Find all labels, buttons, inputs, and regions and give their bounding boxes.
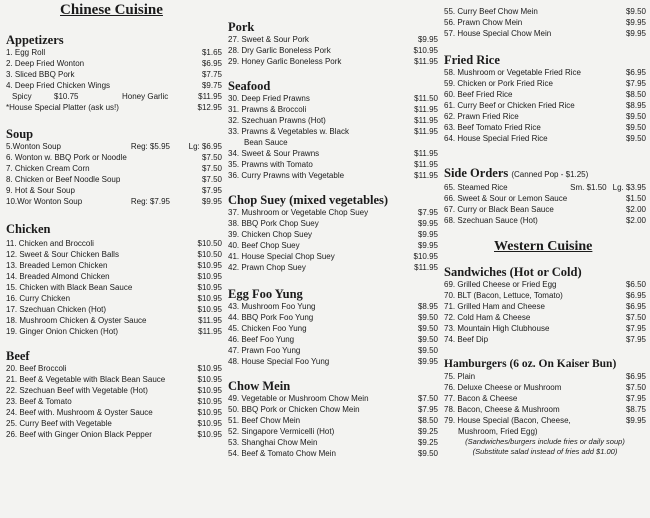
menu-column-3	[444, 0, 646, 457]
menu-item: 30. Deep Fried Prawns $11.50	[228, 94, 438, 103]
menu-item: 23. Beef & Tomato $10.95	[6, 397, 222, 406]
menu-item: 33. Prawns & Vegetables w. Black $11.95	[228, 127, 438, 136]
side-orders-title: Side Orders	[444, 166, 509, 180]
menu-item: 44. BBQ Pork Foo Yung $9.50	[228, 313, 438, 322]
menu-item: 53. Shanghai Chow Mein $9.25	[228, 438, 438, 447]
menu-item: 1. Egg Roll $1.65	[6, 48, 222, 57]
fried-rice-list	[444, 67, 646, 144]
appetizers-heading: Appetizers	[6, 33, 64, 47]
menu-item: 71. Grilled Ham and Cheese $6.95	[444, 302, 646, 311]
beef-list	[6, 363, 222, 440]
sandwiches-heading: Sandwiches (Hot or Cold)	[444, 265, 582, 279]
menu-item: 39. Chicken Chop Suey $9.95	[228, 230, 438, 239]
menu-item: 9. Hot & Sour Soup $7.95	[6, 186, 222, 195]
menu-item: 22. Szechuan Beef with Vegetable (Hot) $10.95	[6, 386, 222, 395]
menu-item: 72. Cold Ham & Cheese $7.50	[444, 313, 646, 322]
side-orders-list	[444, 182, 646, 226]
menu-item: 62. Prawn Fried Rice $9.50	[444, 112, 646, 121]
appetizers-list	[6, 47, 222, 113]
hamburgers-list	[444, 371, 646, 437]
chow-mein-continued-list	[444, 6, 646, 39]
menu-item: 24. Beef with. Mushroom & Oyster Sauce $10.95	[6, 408, 222, 417]
menu-item: 46. Beef Foo Yung $9.50	[228, 335, 438, 344]
menu-item: 57. House Special Chow Mein $9.95	[444, 29, 646, 38]
menu-item: 65. Steamed Rice Sm. $1.50 Lg. $3.95	[444, 183, 646, 192]
side-orders-subtitle: (Canned Pop - $1.25)	[511, 170, 589, 179]
menu-item: 4. Deep Fried Chicken Wings $9.75	[6, 81, 222, 90]
menu-item: 16. Curry Chicken $10.95	[6, 294, 222, 303]
menu-item: 10.Wor Wonton Soup Reg: $7.95 $9.95	[6, 197, 222, 206]
menu-item: 31. Prawns & Broccoli $11.95	[228, 105, 438, 114]
egg-foo-yung-heading: Egg Foo Yung	[228, 287, 303, 301]
menu-item-continued: Bean Sauce	[244, 138, 288, 147]
menu-item: 61. Curry Beef or Chicken Fried Rice $8.95	[444, 101, 646, 110]
menu-item: 51. Beef Chow Mein $8.50	[228, 416, 438, 425]
menu-item: 48. House Special Foo Yung $9.95	[228, 357, 438, 366]
menu-item: 35. Prawns with Tomato $11.95	[228, 160, 438, 169]
menu-item: 26. Beef with Ginger Onion Black Pepper $10.95	[6, 430, 222, 439]
menu-item: 55. Curry Beef Chow Mein $9.50	[444, 7, 646, 16]
menu-item: 64. House Special Fried Rice $9.50	[444, 134, 646, 143]
menu-item: 14. Breaded Almond Chicken $10.95	[6, 272, 222, 281]
menu-item: 42. Prawn Chop Suey $11.95	[228, 263, 438, 272]
menu-item: 56. Prawn Chow Mein $9.95	[444, 18, 646, 27]
menu-item: 78. Bacon, Cheese & Mushroom $8.75	[444, 405, 646, 414]
sandwiches-list	[444, 279, 646, 345]
menu-item: 50. BBQ Pork or Chicken Chow Mein $7.95	[228, 405, 438, 414]
menu-item: 28. Dry Garlic Boneless Pork $10.95	[228, 46, 438, 55]
western-cuisine-title: Western Cuisine	[494, 239, 593, 254]
menu-item: 45. Chicken Foo Yung $9.50	[228, 324, 438, 333]
menu-item: 17. Szechuan Chicken (Hot) $10.95	[6, 305, 222, 314]
menu-item: 34. Sweet & Sour Prawns $11.95	[228, 149, 438, 158]
menu-item: 37. Mushroom or Vegetable Chop Suey $7.95	[228, 208, 438, 217]
menu-item: 63. Beef Tomato Fried Rice $9.50	[444, 123, 646, 132]
menu-item: 5.Wonton Soup Reg: $5.95 Lg: $6.95	[6, 142, 222, 151]
menu-item: 21. Beef & Vegetable with Black Bean Sauce $10.95	[6, 375, 222, 384]
burger-note-fries: (Sandwiches/burgers include fries or daily soup)	[465, 437, 625, 446]
menu-item: 74. Beef Dip $7.95	[444, 335, 646, 344]
chicken-heading: Chicken	[6, 222, 51, 236]
chop-suey-heading: Chop Suey (mixed vegetables)	[228, 193, 389, 207]
menu-item: 67. Curry or Black Bean Sauce $2.00	[444, 205, 646, 214]
menu-item: 32. Szechuan Prawns (Hot) $11.95	[228, 116, 438, 125]
menu-item: 60. Beef Fried Rice $8.50	[444, 90, 646, 99]
menu-item: 43. Mushroom Foo Yung $8.95	[228, 302, 438, 311]
menu-item: 25. Curry Beef with Vegetable $10.95	[6, 419, 222, 428]
menu-item-wing-options: Spicy $10.75 Honey Garlic $11.95	[12, 92, 222, 101]
menu-item: 29. Honey Garlic Boneless Pork $11.95	[228, 57, 438, 66]
menu-item: 70. BLT (Bacon, Lettuce, Tomato) $6.95	[444, 291, 646, 300]
hamburgers-heading: Hamburgers (6 oz. On Kaiser Bun)	[444, 358, 617, 370]
menu-item: 19. Ginger Onion Chicken (Hot) $11.95	[6, 327, 222, 336]
beef-heading: Beef	[6, 349, 30, 363]
seafood-list	[228, 93, 438, 181]
chinese-cuisine-title: Chinese Cuisine	[60, 2, 163, 18]
menu-item: 73. Mountain High Clubhouse $7.95	[444, 324, 646, 333]
menu-item: 66. Sweet & Sour or Lemon Sauce $1.50	[444, 194, 646, 203]
menu-item: 11. Chicken and Broccoli $10.50	[6, 239, 222, 248]
menu-item: 68. Szechuan Sauce (Hot) $2.00	[444, 216, 646, 225]
menu-item: 54. Beef & Tomato Chow Mein $9.50	[228, 449, 438, 458]
burger-note-salad: (Substitute salad instead of fries add $1.00)	[472, 447, 618, 456]
menu-item: *House Special Platter (ask us!) $12.95	[6, 103, 222, 112]
menu-item: 79. House Special (Bacon, Cheese, $9.95	[444, 416, 646, 425]
menu-item: 8. Chicken or Beef Noodle Soup $7.50	[6, 175, 222, 184]
menu-item: 41. House Special Chop Suey $10.95	[228, 252, 438, 261]
side-orders-heading	[444, 166, 646, 182]
soup-heading: Soup	[6, 127, 34, 141]
soup-list	[6, 141, 222, 207]
pork-heading: Pork	[228, 20, 255, 34]
menu-item: 7. Chicken Cream Corn $7.50	[6, 164, 222, 173]
seafood-heading: Seafood	[228, 79, 271, 93]
menu-item: 38. BBQ Pork Chop Suey $9.95	[228, 219, 438, 228]
menu-item-continued: Mushroom, Fried Egg)	[458, 427, 538, 436]
chow-mein-heading: Chow Mein	[228, 379, 291, 393]
chow-mein-list	[228, 393, 438, 459]
pork-list	[228, 34, 438, 67]
menu-item: 76. Deluxe Cheese or Mushroom $7.50	[444, 383, 646, 392]
menu-item: 27. Sweet & Sour Pork $9.95	[228, 35, 438, 44]
menu-item: 59. Chicken or Pork Fried Rice $7.95	[444, 79, 646, 88]
menu-item: 40. Beef Chop Suey $9.95	[228, 241, 438, 250]
menu-item: 18. Mushroom Chicken & Oyster Sauce $11.95	[6, 316, 222, 325]
menu-item: 2. Deep Fried Wonton $6.95	[6, 59, 222, 68]
menu-item: 6. Wonton w. BBQ Pork or Noodle $7.50	[6, 153, 222, 162]
menu-item: 47. Prawn Foo Yung $9.50	[228, 346, 438, 355]
menu-item: 15. Chicken with Black Bean Sauce $10.95	[6, 283, 222, 292]
menu-item: 3. Sliced BBQ Pork $7.75	[6, 70, 222, 79]
egg-foo-yung-list	[228, 301, 438, 367]
menu-item: 52. Singapore Vermicelli (Hot) $9.25	[228, 427, 438, 436]
menu-item: 36. Curry Prawns with Vegetable $11.95	[228, 171, 438, 180]
menu-item: 12. Sweet & Sour Chicken Balls $10.50	[6, 250, 222, 259]
fried-rice-heading: Fried Rice	[444, 53, 500, 67]
menu-item: 75. Plain $6.95	[444, 372, 646, 381]
menu-column-1	[6, 0, 222, 440]
menu-item: 20. Beef Broccoli $10.95	[6, 364, 222, 373]
menu-item: 58. Mushroom or Vegetable Fried Rice $6.95	[444, 68, 646, 77]
menu-column-2	[228, 0, 438, 459]
menu-item: 49. Vegetable or Mushroom Chow Mein $7.50	[228, 394, 438, 403]
menu-item: 69. Grilled Cheese or Fried Egg $6.50	[444, 280, 646, 289]
chicken-list	[6, 238, 222, 337]
menu-item: 13. Breaded Lemon Chicken $10.95	[6, 261, 222, 270]
chop-suey-list	[228, 207, 438, 273]
menu-item: 77. Bacon & Cheese $7.95	[444, 394, 646, 403]
